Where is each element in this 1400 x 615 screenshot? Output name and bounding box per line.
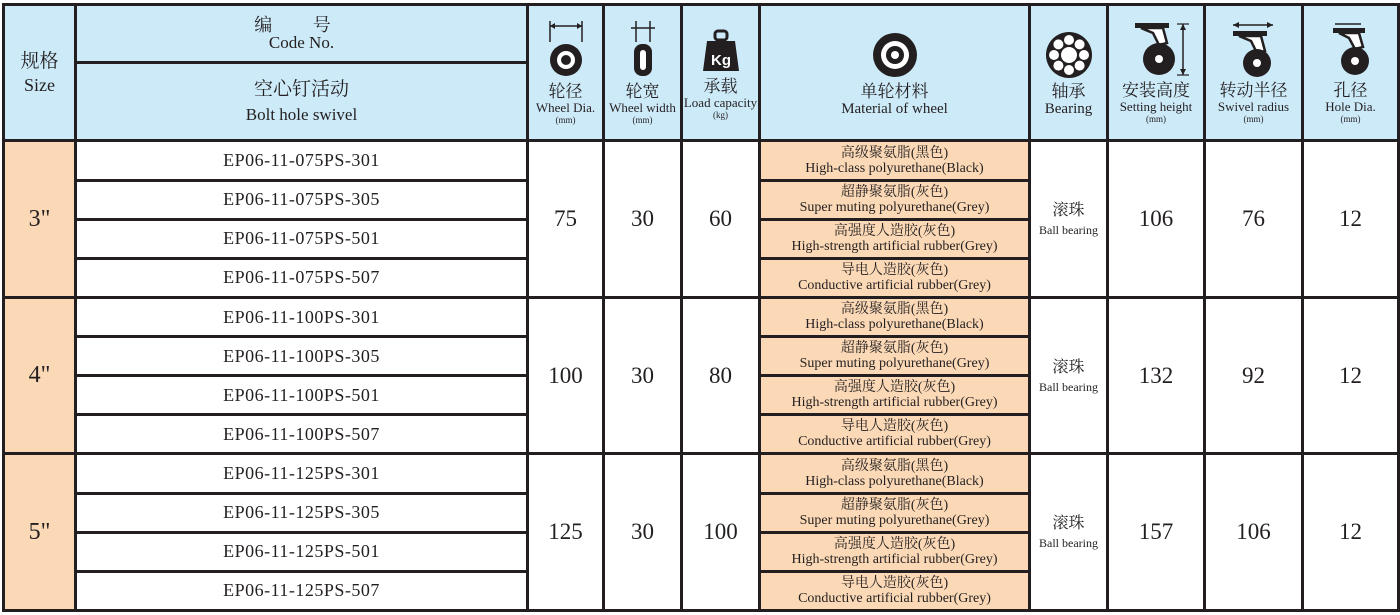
material-cn-text: 导电人造胶(灰色) [840,419,949,435]
hole-dia-cn: 孔径 [1333,81,1368,101]
material-cn-text: 高强度人造胶(灰色) [833,223,956,239]
wheel-material-icon [870,28,920,80]
code-cell: EP06-11-125PS-301 [76,454,528,493]
code-cell: EP06-11-100PS-301 [76,297,528,336]
load-unit: (kg) [713,110,728,121]
code-cell: EP06-11-125PS-305 [76,493,528,532]
code-header-cn: 编 号 [254,14,349,35]
material-en: Material of wheel [841,100,948,117]
material-header [760,5,1030,141]
material-cn-text: 超静聚氨脂(灰色) [840,497,949,513]
wheel-dia-unit: (mm) [555,115,576,126]
size-header-cn: 规格 [20,50,59,72]
wheel-dia-value: 75 [528,141,604,298]
bearing-en: Bearing [1044,100,1093,117]
material-cell [760,532,1030,571]
wheel-width-cn: 轮宽 [625,82,660,102]
size-cell: 5" [4,454,76,611]
material-cn-text: 高强度人造胶(灰色) [833,536,956,552]
load-value: 60 [682,141,760,298]
wheel-dia-header [528,5,604,141]
weight-kg-icon [701,25,741,75]
material-cell [760,219,1030,258]
hole-dia-value: 12 [1303,297,1399,454]
material-en-text: High-strength artificial rubber(Grey) [791,551,998,567]
size-header [4,5,76,141]
hole-diameter-icon [1321,21,1381,79]
code-header [76,5,528,63]
swivel-radius-value: 92 [1205,297,1303,454]
type-header [76,63,528,141]
wheel-dia-en: Wheel Dia. [535,100,596,116]
code-header-en: Code No. [268,32,335,52]
material-en-text: High-strength artificial rubber(Grey) [791,395,998,411]
material-en-text: Super muting polyurethane(Grey) [799,199,990,215]
code-cell: EP06-11-125PS-501 [76,532,528,571]
wheel-width-value: 30 [604,141,682,298]
hole-dia-value: 12 [1303,454,1399,611]
material-en-text: Conductive artificial rubber(Grey) [798,277,991,293]
type-header-en: Bolt hole swivel [245,104,358,124]
setting-height-value: 157 [1108,454,1205,611]
swivel-radius-value: 76 [1205,141,1303,298]
bearing-value-cn: 滚珠 [1052,202,1085,220]
setting-height-header [1108,5,1205,141]
hole-dia-en: Hole Dia. [1325,99,1376,115]
material-cn-text: 高级聚氨脂(黑色) [840,302,949,317]
bearing-cell [1030,454,1108,611]
table-row [4,141,1399,180]
wheel-dia-cn: 轮径 [548,82,583,102]
setting-height-value: 106 [1108,141,1205,298]
material-cn-text: 超静聚氨脂(灰色) [840,184,949,200]
swivel-radius-en: Swivel radius [1217,99,1290,115]
wheel-dia-value: 100 [528,297,604,454]
table-row [4,297,1399,336]
wheel-width-unit: (mm) [632,115,653,126]
material-cn-text: 导电人造胶(灰色) [840,575,949,591]
code-cell: EP06-11-100PS-305 [76,337,528,376]
svg-text:Kg: Kg [710,52,731,70]
code-cell: EP06-11-100PS-507 [76,415,528,454]
wheel-width-header [604,5,682,141]
size-cell: 4" [4,297,76,454]
hole-dia-value: 12 [1303,141,1399,298]
material-en-text: High-strength artificial rubber(Grey) [791,238,998,254]
material-cell [760,180,1030,219]
swivel-radius-value: 106 [1205,454,1303,611]
bearing-value-en: Ball bearing [1039,379,1098,394]
code-cell: EP06-11-075PS-501 [76,219,528,258]
material-cn-text: 高级聚氨脂(黑色) [840,145,949,161]
material-en-text: High-class polyurethane(Black) [805,473,984,489]
code-cell: EP06-11-100PS-501 [76,376,528,415]
size-header-en: Size [24,74,55,95]
material-cell [760,454,1030,493]
wheel-dia-value: 125 [528,454,604,611]
ball-bearing-icon [1044,28,1094,80]
type-header-cn: 空心钉活动 [253,78,349,100]
code-cell: EP06-11-075PS-301 [76,141,528,180]
setting-height-unit: (mm) [1146,114,1166,125]
bearing-value-en: Ball bearing [1039,536,1098,551]
load-en: Load capacity [683,95,758,111]
material-en-text: Conductive artificial rubber(Grey) [798,434,991,450]
material-cell [760,297,1030,336]
bearing-value-en: Ball bearing [1039,223,1098,238]
material-cell [760,415,1030,454]
size-cell: 3" [4,141,76,298]
load-value: 80 [682,297,760,454]
swivel-radius-unit: (mm) [1243,114,1264,125]
bearing-cell [1030,141,1108,298]
swivel-radius-header [1205,5,1303,141]
bearing-cn: 轴承 [1051,81,1086,101]
code-cell: EP06-11-075PS-507 [76,258,528,297]
caster-spec-table [2,3,1400,612]
hole-dia-unit: (mm) [1340,114,1361,125]
wheel-diameter-icon [546,20,586,80]
material-cn: 单轮材料 [860,81,929,101]
material-en-text: Super muting polyurethane(Grey) [799,512,990,528]
bearing-value-cn: 滚珠 [1052,358,1085,376]
swivel-radius-cn: 转动半径 [1219,81,1288,101]
wheel-width-value: 30 [604,297,682,454]
material-cell [760,571,1030,610]
load-header [682,5,760,141]
code-cell: EP06-11-125PS-507 [76,571,528,610]
wheel-width-en: Wheel width [609,100,676,116]
material-cell [760,258,1030,297]
material-en-text: Super muting polyurethane(Grey) [799,356,990,372]
bearing-cell [1030,297,1108,454]
wheel-width-value: 30 [604,454,682,611]
setting-height-icon [1121,21,1191,79]
material-cell [760,337,1030,376]
load-cn: 承载 [703,77,738,97]
setting-height-value: 132 [1108,297,1205,454]
swivel-radius-icon [1219,21,1289,79]
table-row [4,454,1399,493]
bearing-header [1030,5,1108,141]
setting-height-cn: 安装高度 [1122,81,1190,101]
material-cn-text: 高强度人造胶(灰色) [833,380,956,396]
material-cell [760,376,1030,415]
code-cell: EP06-11-075PS-305 [76,180,528,219]
material-en-text: High-class polyurethane(Black) [805,317,984,332]
bearing-value-cn: 滚珠 [1052,515,1085,533]
hole-dia-header [1303,5,1399,141]
material-cn-text: 高级聚氨脂(黑色) [840,458,949,474]
material-en-text: Conductive artificial rubber(Grey) [798,590,991,606]
load-value: 100 [682,454,760,611]
material-cell [760,493,1030,532]
setting-height-en: Setting height [1119,99,1193,115]
material-cn-text: 导电人造胶(灰色) [840,262,949,278]
material-en-text: High-class polyurethane(Black) [805,160,984,176]
wheel-width-icon [623,20,663,80]
material-cn-text: 超静聚氨脂(灰色) [840,341,949,357]
material-cell [760,141,1030,180]
